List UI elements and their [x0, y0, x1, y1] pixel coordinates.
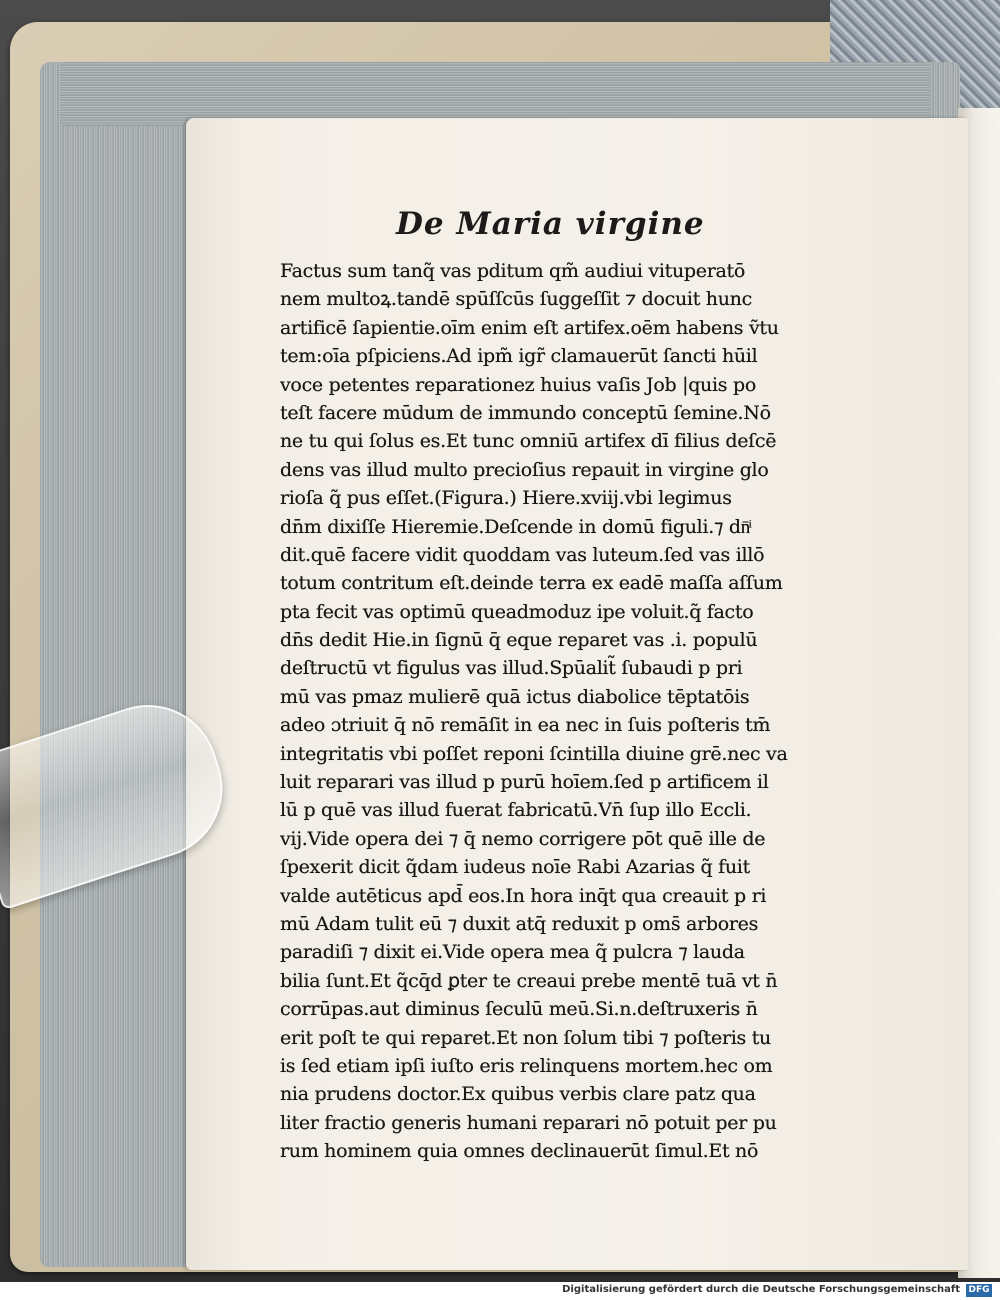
text-line: rum hominem quia omnes declinauerūt ſimul.Et nō	[280, 1140, 759, 1163]
text-line: teſt facere mūdum de immundo conceptū ſemine.Nō	[280, 401, 771, 424]
text-line: adeo ɔtriuit q̄ nō remāſit in ea nec in ſuis poſteris tm̄	[280, 714, 771, 737]
text-line: nem multoꝝ.tandē spūſſcūs ſuggeſſit ⁊ docuit hunc	[280, 288, 752, 311]
text-line: rioſa q̃ pus eſſet.(Figura.) Hiere.xviij.vbi legimus	[280, 487, 732, 510]
text-line: bilia ſunt.Et q̃cq̄d ꝑter te creaui prebe mentē tuā vt n̄	[280, 969, 778, 992]
text-line: deſtructū vt figulus vas illud.Spūalit̃ ſubaudi p pri	[280, 657, 743, 680]
text-line: mū Adam tulit eū ⁊ duxit atq̄ reduxit p oms̄ arbores	[280, 912, 759, 935]
dfg-logo-icon: DFG	[966, 1284, 992, 1297]
text-line: luit reparari vas illud p purū hoīem.ſed p artificem il	[280, 771, 769, 794]
text-line: ſpexerit dicit q̃dam iudeus noīe Rabi Azarias q̃ fuit	[280, 856, 750, 879]
text-line: pta fecit vas optimū queadmoduz ipe voluit.q̃ facto	[280, 600, 754, 623]
text-line: valde autēticus apd̄ eos.In hora inq̄t qua creauit p ri	[280, 884, 767, 907]
text-line: paradiſi ⁊ dixit ei.Vide opera mea q̃ pulcra ⁊ lauda	[280, 941, 745, 964]
text-line: erit poſt te qui reparet.Et non ſolum tibi ⁊ poſteris tu	[280, 1026, 771, 1049]
text-line: nia prudens doctor.Ex quibus verbis clare patz qua	[280, 1083, 756, 1106]
page-heading: De Maria virgine	[396, 206, 705, 242]
text-line: lū p quē vas illud fuerat fabricatū.Vn̄ ſup illo Eccli.	[280, 799, 752, 822]
text-block	[280, 257, 880, 1166]
text-line: totum contritum eſt.deinde terra ex eadē maſſa aſſum	[280, 572, 783, 595]
text-line: Factus sum tanq̃ vas pditum qm̃ audiui vituperatō	[280, 260, 746, 282]
text-line: tem:oīa pſpiciens.Ad ipm̃ igr̃ clamauerūt ſancti hūil	[280, 345, 758, 368]
text-line: dens vas illud multo precioſius repauit in virgine glo	[280, 458, 769, 481]
text-line: dn̄s dedit Hie.in ſignū q̄ eque reparet vas .i. populū	[280, 629, 758, 652]
text-line: dit.quē facere vidit quoddam vas luteum.ſed vas illō	[280, 543, 765, 566]
text-line: corrūpas.aut diminus ſeculū meū.Si.n.deſtruxeris n̄	[280, 998, 758, 1021]
text-line: integritatis vbi poſſet reponi ſcintilla diuine grē.nec va	[280, 742, 788, 765]
footer-credit: Digitalisierung gefördert durch die Deutsche Forschungsgemeinschaft	[562, 1284, 960, 1295]
page-edges-top	[60, 62, 930, 126]
text-line: voce petentes reparationez huius vaſis Job |quis po	[280, 373, 756, 396]
text-line: liter fractio generis humani reparari nō potuit per pu	[280, 1111, 777, 1134]
text-line: dn̄m dixiſſe Hieremie.Deſcende in domū figuli.⁊ dn̄ͥ	[280, 515, 750, 538]
text-line: ne tu qui ſolus es.Et tunc omniū artifex dī filius deſcē	[280, 430, 777, 453]
footer-bar	[0, 1282, 1000, 1300]
text-line: is ſed etiam ipſi iuſto eris relinquens mortem.hec om	[280, 1054, 773, 1077]
text-line: vij.Vide opera dei ⁊ q̄ nemo corrigere pōt quē ille de	[280, 827, 766, 850]
text-line: artificē ſapientie.oīm enim eſt artifex.oēm habens ṽtu	[280, 316, 779, 339]
text-line: mū vas pmaz mulierē quā ictus diabolice tēptatōis	[280, 685, 750, 708]
